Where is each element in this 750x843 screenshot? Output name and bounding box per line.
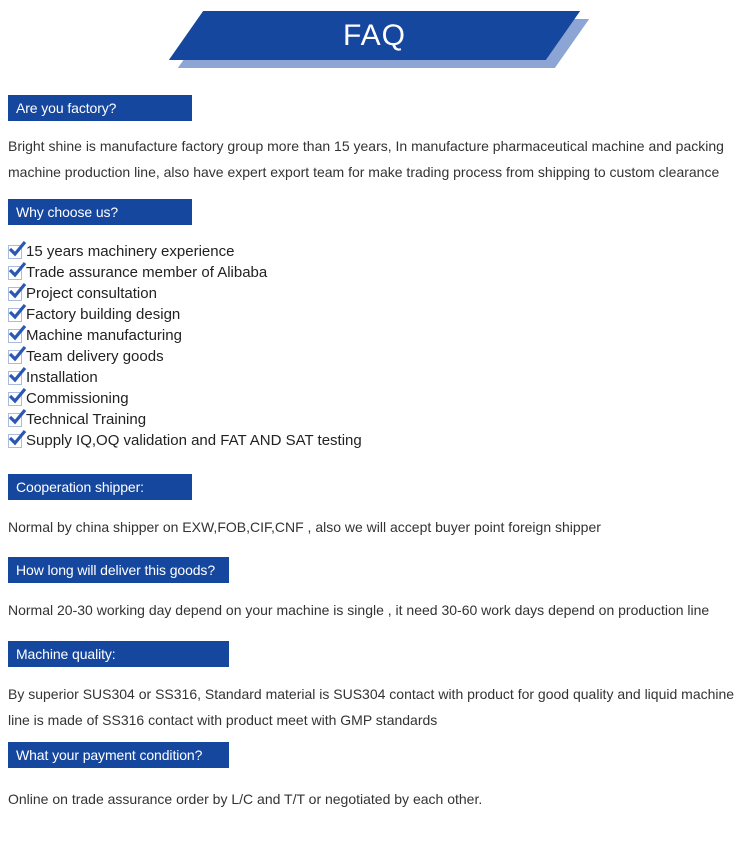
check-item-label: Supply IQ,OQ validation and FAT AND SAT testing	[26, 432, 362, 449]
check-icon	[8, 371, 22, 385]
check-item-label: Technical Training	[26, 411, 147, 428]
paragraph-quality-answer: By superior SUS304 or SS316, Standard material is SUS304 contact with product for good quality and liquid machine line is made of SS316 contact with product meet with GMP standards	[8, 686, 735, 728]
check-item	[8, 367, 362, 388]
check-item	[8, 241, 362, 262]
section-heading-machine-quality: Machine quality:	[8, 641, 229, 667]
check-item	[8, 283, 362, 304]
check-item-label: Project consultation	[26, 285, 157, 302]
check-icon	[8, 392, 22, 406]
paragraph-shipper-answer: Normal by china shipper on EXW,FOB,CIF,CNF , also we will accept buyer point foreign shipper	[8, 519, 601, 535]
check-item-label: Factory building design	[26, 306, 181, 323]
check-item	[8, 388, 362, 409]
check-item	[8, 262, 362, 283]
why-choose-us-checklist	[8, 241, 362, 451]
banner-title: FAQ	[342, 19, 406, 52]
section-heading-why-choose-us: Why choose us?	[8, 199, 192, 225]
check-item-label: Installation	[26, 369, 98, 386]
paragraph-delivery-answer: Normal 20-30 working day depend on your machine is single , it need 30-60 work days depend on production line	[8, 602, 710, 618]
check-item-label: Trade assurance member of Alibaba	[26, 264, 268, 281]
section-heading-cooperation-shipper: Cooperation shipper:	[8, 474, 192, 500]
check-icon	[8, 266, 22, 280]
paragraph-factory-answer: Bright shine is manufacture factory group more than 15 years, In manufacture pharmaceutical machine and packing machine production line, also have expert export team for make trading process from shipping to custom clearance	[8, 138, 724, 180]
check-item	[8, 346, 362, 367]
check-item	[8, 430, 362, 451]
section-heading-are-you-factory: Are you factory?	[8, 95, 192, 121]
section-heading-payment-condition: What your payment condition?	[8, 742, 229, 768]
check-icon	[8, 287, 22, 301]
check-item	[8, 325, 362, 346]
check-icon	[8, 245, 22, 259]
section-heading-delivery-time: How long will deliver this goods?	[8, 557, 229, 583]
faq-banner	[186, 11, 563, 60]
paragraph-payment-answer: Online on trade assurance order by L/C and T/T or negotiated by each other.	[8, 791, 483, 807]
check-icon	[8, 413, 22, 427]
check-icon	[8, 329, 22, 343]
check-item-label: 15 years machinery experience	[26, 243, 235, 260]
check-icon	[8, 350, 22, 364]
check-item-label: Commissioning	[26, 390, 129, 407]
check-item-label: Team delivery goods	[26, 348, 164, 365]
check-item-label: Machine manufacturing	[26, 327, 182, 344]
check-icon	[8, 308, 22, 322]
check-item	[8, 409, 362, 430]
check-icon	[8, 434, 22, 448]
check-item	[8, 304, 362, 325]
